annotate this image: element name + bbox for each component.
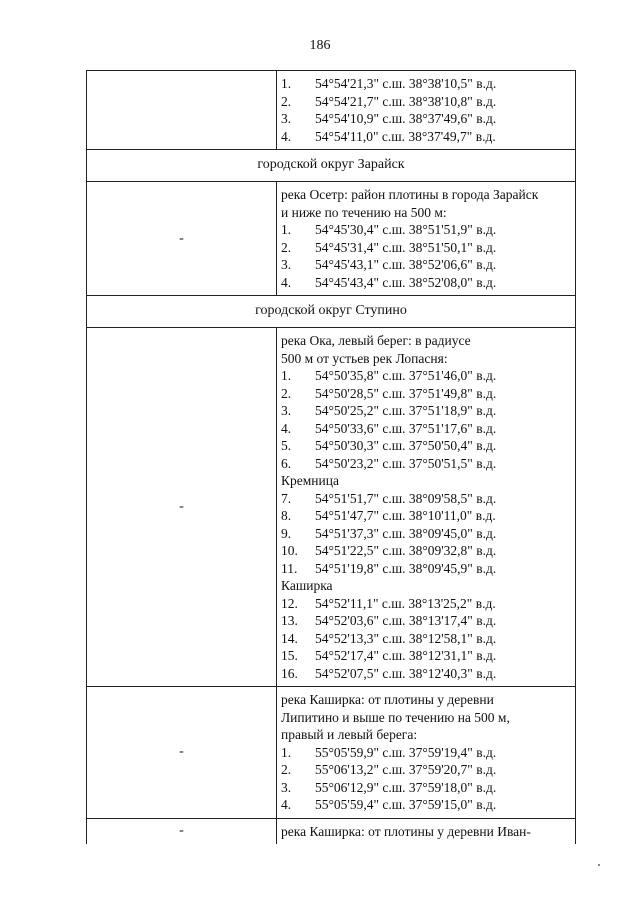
- coordinate-line: [281, 274, 575, 292]
- coordinate-value: 54°51'37,3" с.ш. 38°09'45,0" в.д.: [315, 525, 497, 541]
- right-cell: [277, 687, 575, 818]
- coordinate-number: 1.: [281, 76, 292, 91]
- coordinate-number: 13.: [281, 613, 298, 628]
- coordinate-line: [281, 647, 575, 665]
- table-row: [86, 71, 576, 150]
- coordinate-value: 54°52'17,4" с.ш. 38°12'31,1" в.д.: [315, 648, 497, 663]
- coordinate-number: 1.: [281, 368, 292, 383]
- left-cell: [87, 71, 277, 149]
- right-cell: [277, 71, 575, 149]
- coordinate-value: 54°45'43,4" с.ш. 38°52'08,0" в.д.: [315, 274, 497, 290]
- coordinate-number: 16.: [281, 665, 298, 681]
- river-description: река Каширка: от плотины у деревни Липитино и выше по течению на 500 м, правый и левый берега:: [281, 692, 510, 742]
- coordinate-number: 3.: [281, 111, 292, 126]
- coordinate-line: [281, 367, 575, 385]
- coordinate-line: [281, 560, 575, 578]
- river-description: река Каширка: от плотины у деревни Иван-: [281, 823, 531, 839]
- left-cell: -: [87, 328, 277, 686]
- coordinate-value: 54°50'25,2" с.ш. 37°51'18,9" в.д.: [315, 403, 497, 418]
- coordinate-value: 54°52'11,1" с.ш. 38°13'25,2" в.д.: [315, 595, 496, 611]
- coordinate-number: 3.: [281, 403, 292, 418]
- coordinate-line: [281, 239, 575, 257]
- coordinate-number: 6.: [281, 455, 292, 471]
- coordinate-line: [281, 420, 575, 438]
- coordinate-line: [281, 110, 575, 128]
- left-cell: -: [87, 819, 277, 845]
- coordinate-number: 9.: [281, 525, 292, 541]
- coordinate-value: 54°54'21,7" с.ш. 38°38'10,8" в.д.: [315, 93, 497, 109]
- coordinate-value: 54°45'31,4" с.ш. 38°51'50,1" в.д.: [315, 239, 497, 255]
- right-cell: [277, 328, 575, 686]
- section-heading: городской округ Ступино: [86, 296, 576, 328]
- coordinate-value: 54°50'28,5" с.ш. 37°51'49,8" в.д.: [315, 385, 497, 401]
- coordinate-number: 1.: [281, 222, 292, 237]
- coordinate-number: 8.: [281, 508, 292, 523]
- place-label: Каширка: [281, 578, 333, 593]
- coordinate-line: [281, 385, 575, 403]
- coordinate-number: 4.: [281, 797, 292, 812]
- coordinate-value: 54°50'23,2" с.ш. 37°50'51,5" в.д.: [315, 455, 497, 471]
- coordinate-value: 55°06'12,9" с.ш. 37°59'18,0" в.д.: [315, 779, 497, 795]
- coordinate-number: 4.: [281, 128, 292, 144]
- coordinate-value: 54°54'10,9" с.ш. 38°37'49,6" в.д.: [315, 111, 497, 126]
- coordinate-line: [281, 75, 575, 93]
- table-row: [86, 182, 576, 296]
- coordinate-value: 54°50'35,8" с.ш. 37°51'46,0" в.д.: [315, 368, 497, 383]
- scan-speck: [598, 864, 600, 866]
- table-row: [86, 687, 576, 819]
- coordinate-number: 1.: [281, 744, 292, 760]
- coordinate-value: 54°50'30,3" с.ш. 37°50'50,4" в.д.: [315, 438, 497, 453]
- coordinate-line: [281, 455, 575, 473]
- coordinate-value: 54°50'33,6" с.ш. 37°51'17,6" в.д.: [315, 420, 497, 436]
- coordinate-line: [281, 779, 575, 797]
- coordinate-line: [281, 665, 575, 683]
- left-cell: -: [87, 182, 277, 295]
- coordinate-line: [281, 612, 575, 630]
- coordinate-number: 12.: [281, 595, 298, 611]
- coordinate-number: 2.: [281, 385, 292, 401]
- section-heading: городской округ Зарайск: [86, 150, 576, 182]
- coordinate-line: [281, 507, 575, 525]
- river-description: река Ока, левый берег: в радиусе 500 м от устьев рек Лопасня:: [281, 333, 471, 366]
- table-row: [86, 819, 576, 845]
- coordinate-number: 2.: [281, 762, 292, 777]
- coordinate-line: [281, 542, 575, 560]
- coordinate-line: [281, 402, 575, 420]
- coordinate-value: 55°05'59,4" с.ш. 37°59'15,0" в.д.: [315, 797, 497, 812]
- page-number: 186: [309, 38, 331, 53]
- coordinate-value: 54°51'51,7" с.ш. 38°09'58,5" в.д.: [315, 490, 497, 506]
- coordinate-number: 11.: [281, 560, 298, 576]
- table-row: [86, 328, 576, 687]
- coordinate-number: 10.: [281, 543, 298, 558]
- coordinate-line: [281, 437, 575, 455]
- coordinate-line: [281, 796, 575, 814]
- coordinate-number: 15.: [281, 648, 298, 663]
- coordinate-line: [281, 93, 575, 111]
- coordinate-value: 54°52'13,3" с.ш. 38°12'58,1" в.д.: [315, 630, 497, 646]
- left-cell: -: [87, 687, 277, 818]
- coordinate-value: 54°45'43,1" с.ш. 38°52'06,6" в.д.: [315, 257, 497, 272]
- right-cell: [277, 182, 575, 295]
- coordinate-line: [281, 525, 575, 543]
- coordinate-value: 54°54'21,3" с.ш. 38°38'10,5" в.д.: [315, 76, 497, 91]
- coordinate-line: [281, 761, 575, 779]
- coordinate-line: [281, 595, 575, 613]
- river-description: река Осетр: район плотины в города Зарайск и ниже по течению на 500 м:: [281, 187, 539, 220]
- coordinates-table: [86, 70, 576, 844]
- coordinate-value: 54°51'22,5" с.ш. 38°09'32,8" в.д.: [315, 543, 497, 558]
- coordinate-value: 54°51'19,8" с.ш. 38°09'45,9" в.д.: [315, 560, 497, 576]
- coordinate-number: 14.: [281, 630, 298, 646]
- coordinate-number: 2.: [281, 239, 292, 255]
- coordinate-value: 54°52'03,6" с.ш. 38°13'17,4" в.д.: [315, 613, 497, 628]
- coordinate-line: [281, 490, 575, 508]
- coordinate-line: [281, 744, 575, 762]
- coordinate-number: 4.: [281, 274, 292, 290]
- coordinate-value: 54°51'47,7" с.ш. 38°10'11,0" в.д.: [315, 508, 496, 523]
- coordinate-number: 3.: [281, 779, 292, 795]
- coordinate-line: [281, 128, 575, 146]
- coordinate-number: 7.: [281, 490, 292, 506]
- coordinate-value: 54°45'30,4" с.ш. 38°51'51,9" в.д.: [315, 222, 497, 237]
- place-label: Кремница: [281, 473, 339, 488]
- coordinate-value: 55°06'13,2" с.ш. 37°59'20,7" в.д.: [315, 762, 497, 777]
- coordinate-number: 3.: [281, 257, 292, 272]
- coordinate-value: 55°05'59,9" с.ш. 37°59'19,4" в.д.: [315, 744, 497, 760]
- coordinate-number: 5.: [281, 438, 292, 453]
- right-cell: [277, 819, 575, 845]
- coordinate-line: [281, 256, 575, 274]
- coordinate-value: 54°52'07,5" с.ш. 38°12'40,3" в.д.: [315, 665, 497, 681]
- coordinate-number: 2.: [281, 93, 292, 109]
- coordinate-line: [281, 221, 575, 239]
- coordinate-number: 4.: [281, 420, 292, 436]
- coordinate-value: 54°54'11,0" с.ш. 38°37'49,7" в.д.: [315, 128, 496, 144]
- coordinate-line: [281, 630, 575, 648]
